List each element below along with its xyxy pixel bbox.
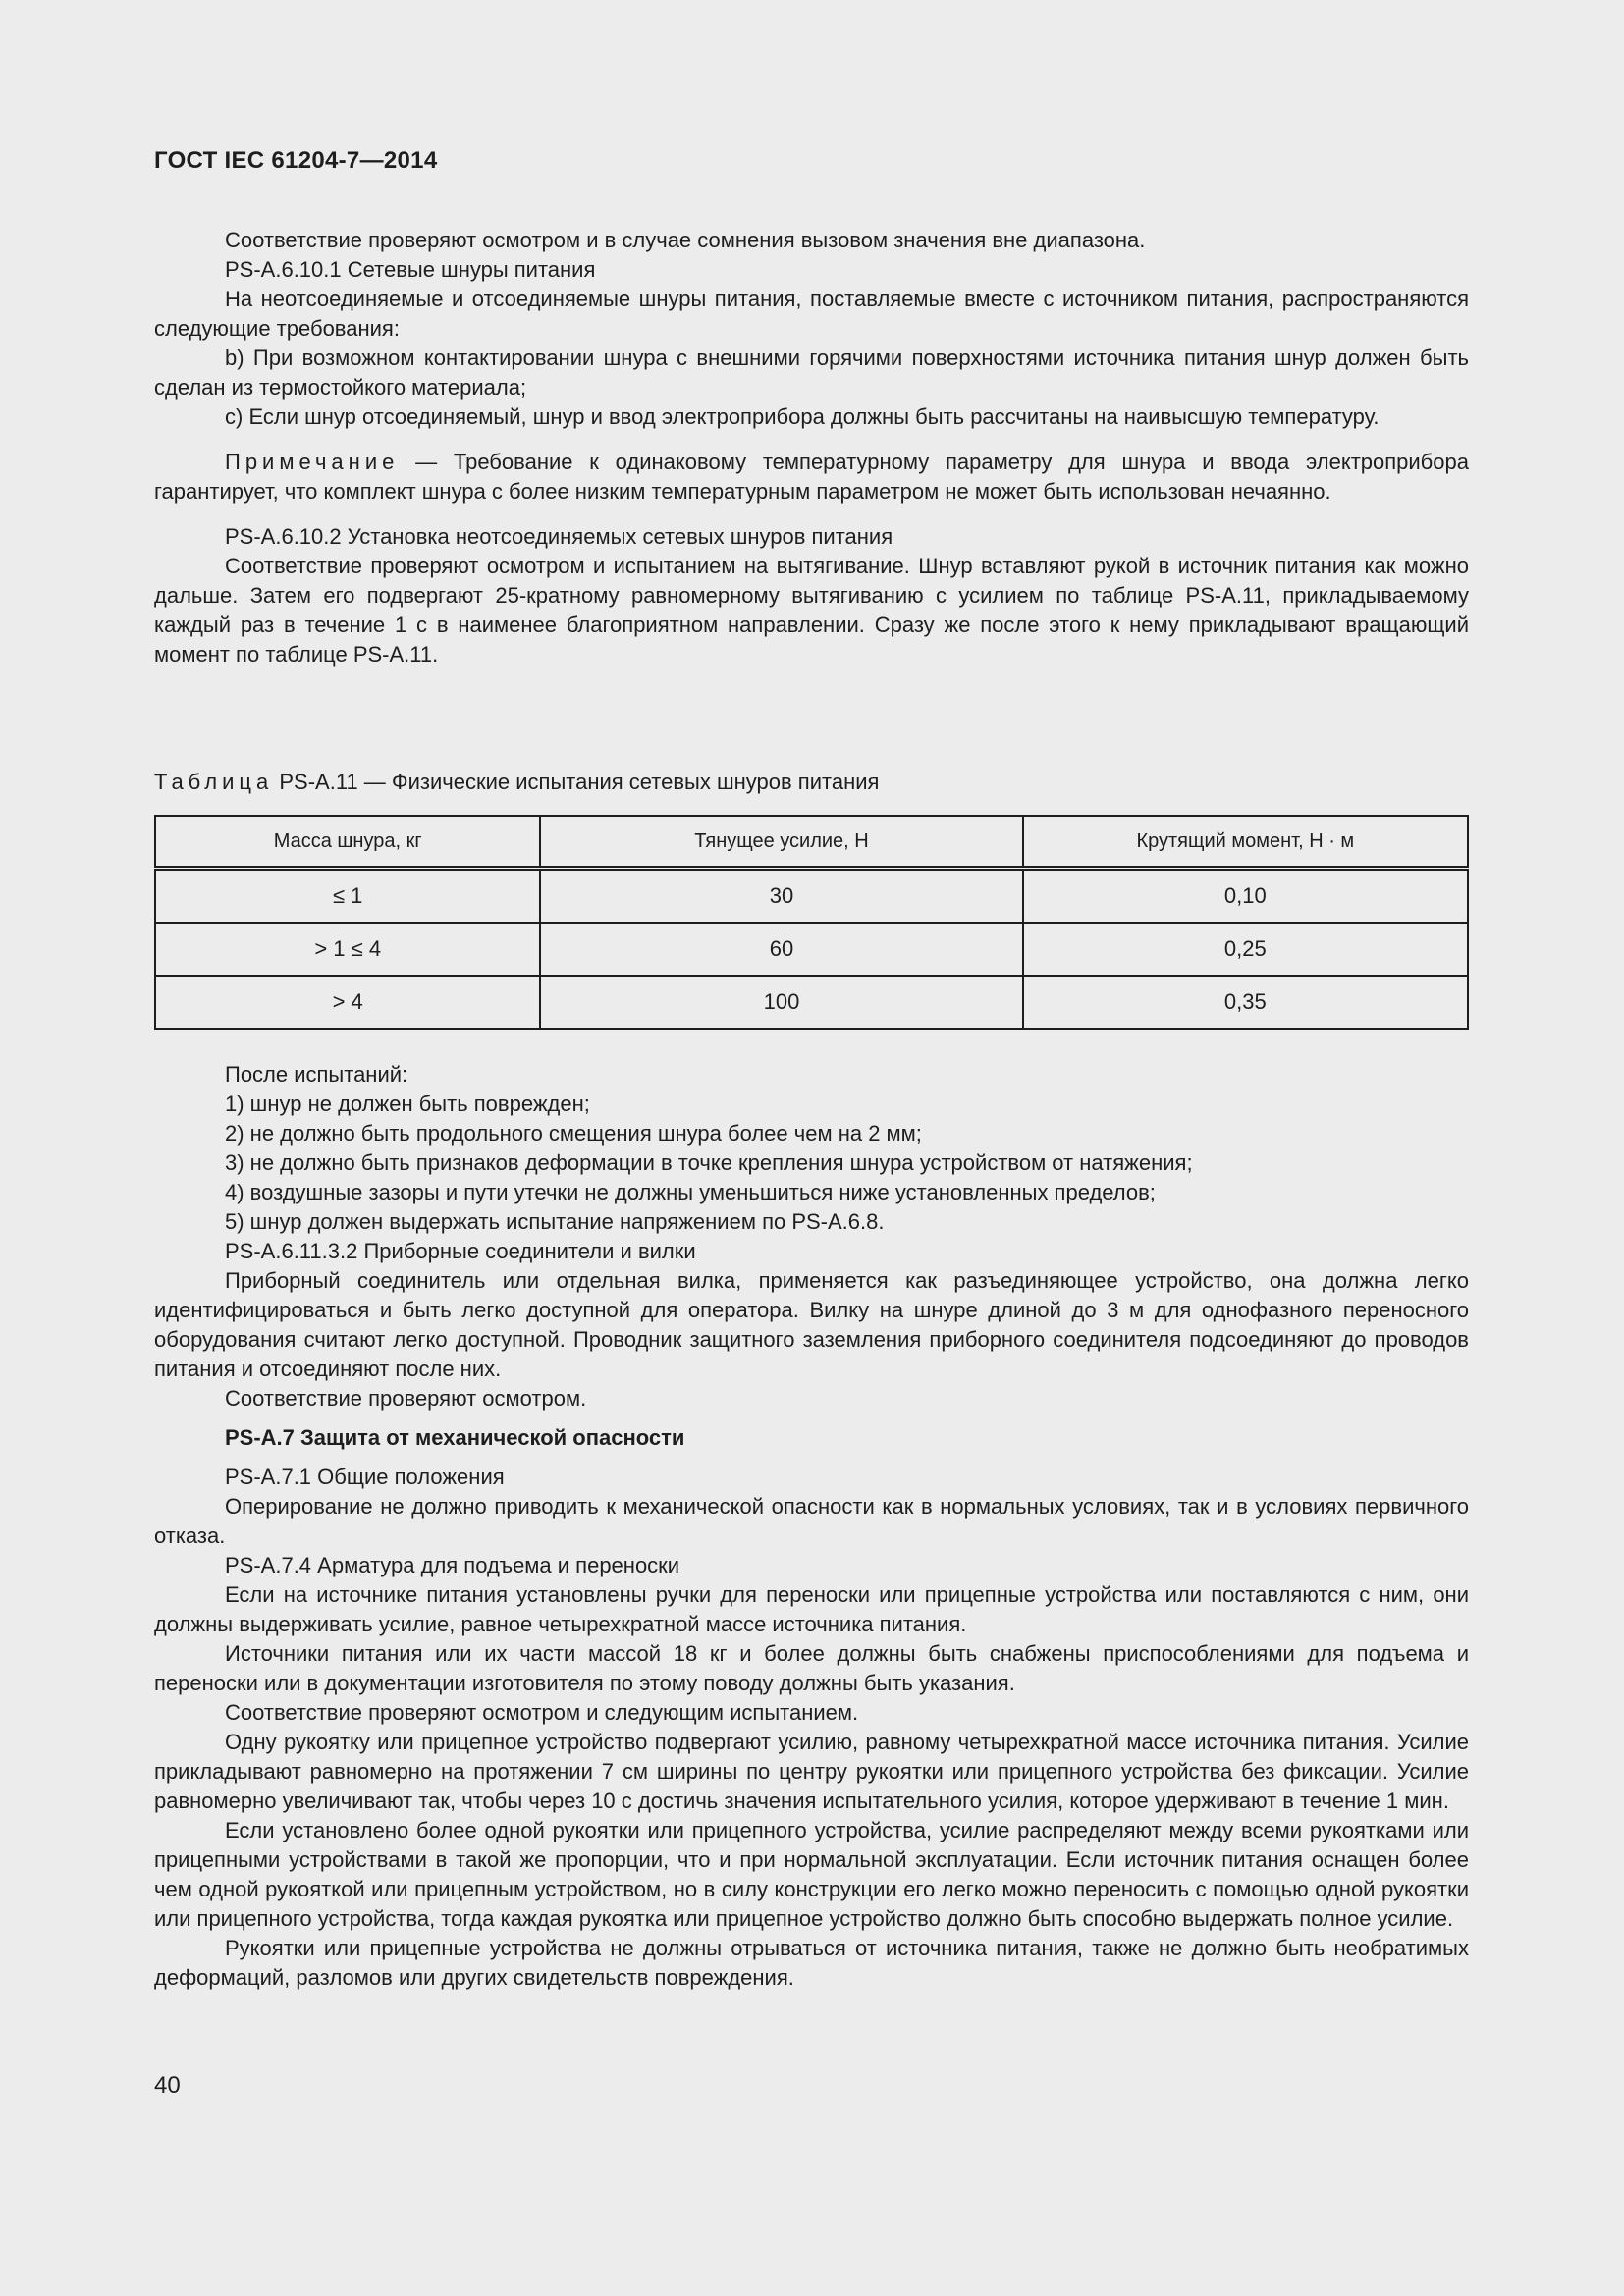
paragraph: Соответствие проверяют осмотром и испытанием на вытягивание. Шнур вставляют рукой в источник питания как можно дальше. Затем его подвергают 25-кратному равномерному вытягиванию с усилием по таблице PS-A.11, прикладываемому каждый раз в течение 1 с в наименее благоприятном направлении. Сразу же после этого к нему прикладывают вращающий момент по таблице PS-A.11. <box>154 554 1469 667</box>
table-cell: 100 <box>540 976 1022 1029</box>
paragraph: Если установлено более одной рукоятки или прицепного устройства, усилие распределяют между всеми рукоятками или прицепными устройствами в такой же пропорции, что и при нормальной эксплуатации. Если источник питания оснащен более чем одной рукояткой или прицепным устройством, но в силу конструкции его легко можно переносить с помощью одной рукоятки или прицепного устройства, тогда каждая рукоятка или прицепное устройство должно быть способно выдержать полное усилие. <box>154 1818 1469 1931</box>
table-row <box>155 923 1468 976</box>
table-header-cell: Масса шнура, кг <box>155 816 540 869</box>
paragraph: Если на источнике питания установлены ручки для переноски или прицепные устройства или поставляются с ним, они должны выдерживать усилие, равное четырехкратной массе источника питания. <box>154 1582 1469 1636</box>
paragraph: Источники питания или их части массой 18 кг и более должны быть снабжены приспособлениями для подъема и переноски или в документации изготовителя по этому поводу должны быть указания. <box>154 1641 1469 1695</box>
text-block-2 <box>154 1060 1469 1993</box>
paragraph: 4) воздушные зазоры и пути утечки не должны уменьшиться ниже установленных пределов; <box>225 1180 1156 1204</box>
paragraph: Соответствие проверяют осмотром и в случае сомнения вызовом значения вне диапазона. <box>225 228 1146 252</box>
paragraph: После испытаний: <box>225 1062 408 1087</box>
section-heading: PS-A.7 Защита от механической опасности <box>225 1425 685 1450</box>
document-header: ГОСТ IEC 61204-7—2014 <box>154 147 438 174</box>
table-header-cell: Тянущее усилие, Н <box>540 816 1022 869</box>
table-row <box>155 976 1468 1029</box>
table-cell: > 4 <box>155 976 540 1029</box>
paragraph: 3) не должно быть признаков деформации в точке крепления шнура устройством от натяжения; <box>225 1150 1193 1175</box>
table-cell: 0,25 <box>1023 923 1468 976</box>
table-cell: ≤ 1 <box>155 869 540 924</box>
paragraph: Оперирование не должно приводить к механической опасности как в нормальных условиях, так и в условиях первичного отказа. <box>154 1494 1469 1548</box>
table-cell: > 1 ≤ 4 <box>155 923 540 976</box>
paragraph: PS-A.7.4 Арматура для подъема и переноски <box>225 1553 680 1577</box>
paragraph: Соответствие проверяют осмотром и следующим испытанием. <box>225 1700 859 1725</box>
cord-tests-table <box>154 815 1469 1030</box>
table-caption-label: Таблица <box>154 770 274 794</box>
paragraph: PS-A.6.10.2 Установка неотсоединяемых сетевых шнуров питания <box>225 524 893 549</box>
paragraph: Рукоятки или прицепные устройства не должны отрываться от источника питания, также не должно быть необратимых деформаций, разломов или других свидетельств повреждения. <box>154 1936 1469 1990</box>
note-text: — Требование к одинаковому температурному параметру для шнура и ввода электроприбора гарантирует, что комплект шнура с более низким температурным параметром не может быть использован нечаянно. <box>154 450 1469 504</box>
table-header-cell: Крутящий момент, Н · м <box>1023 816 1468 869</box>
table-cell: 60 <box>540 923 1022 976</box>
paragraph: c) Если шнур отсоединяемый, шнур и ввод электроприбора должны быть рассчитаны на наивысшую температуру. <box>225 404 1380 429</box>
table-row <box>155 869 1468 924</box>
paragraph: Соответствие проверяют осмотром. <box>225 1386 587 1411</box>
text-block-1 <box>154 226 1469 669</box>
page-number: 40 <box>154 2072 181 2099</box>
table-cell: 0,35 <box>1023 976 1468 1029</box>
table-header-row <box>155 816 1468 869</box>
paragraph: b) При возможном контактировании шнура с внешними горячими поверхностями источника питания шнур должен быть сделан из термостойкого материала; <box>154 346 1469 400</box>
paragraph: 1) шнур не должен быть поврежден; <box>225 1092 590 1116</box>
paragraph: PS-A.6.10.1 Сетевые шнуры питания <box>225 257 596 282</box>
paragraph: На неотсоединяемые и отсоединяемые шнуры питания, поставляемые вместе с источником питания, распространяются следующие требования: <box>154 287 1469 341</box>
paragraph: PS-A.6.11.3.2 Приборные соединители и вилки <box>225 1239 696 1263</box>
note-paragraph <box>154 448 1469 507</box>
table-caption <box>154 768 879 797</box>
table-cell: 30 <box>540 869 1022 924</box>
paragraph: PS-A.7.1 Общие положения <box>225 1465 505 1489</box>
paragraph: 5) шнур должен выдержать испытание напряжением по PS-A.6.8. <box>225 1209 885 1234</box>
note-label: Примечание <box>225 450 400 474</box>
paragraph: 2) не должно быть продольного смещения шнура более чем на 2 мм; <box>225 1121 922 1146</box>
table-caption-text: PS-A.11 — Физические испытания сетевых шнуров питания <box>273 770 880 794</box>
paragraph: Приборный соединитель или отдельная вилка, применяется как разъединяющее устройство, она должна легко идентифицироваться и быть легко доступной для оператора. Вилку на шнуре длиной до 3 м для однофазного переносного оборудования считают легко доступной. Проводник защитного заземления приборного соединителя подсоединяют до проводов питания и отсоединяют после них. <box>154 1268 1469 1381</box>
table-cell: 0,10 <box>1023 869 1468 924</box>
paragraph: Одну рукоятку или прицепное устройство подвергают усилию, равному четырехкратной массе источника питания. Усилие прикладывают равномерно на протяжении 7 см ширины по центру рукоятки или прицепного устройства без фиксации. Усилие равномерно увеличивают так, чтобы через 10 с достичь значения испытательного усилия, которое удерживают в течение 1 мин. <box>154 1730 1469 1813</box>
